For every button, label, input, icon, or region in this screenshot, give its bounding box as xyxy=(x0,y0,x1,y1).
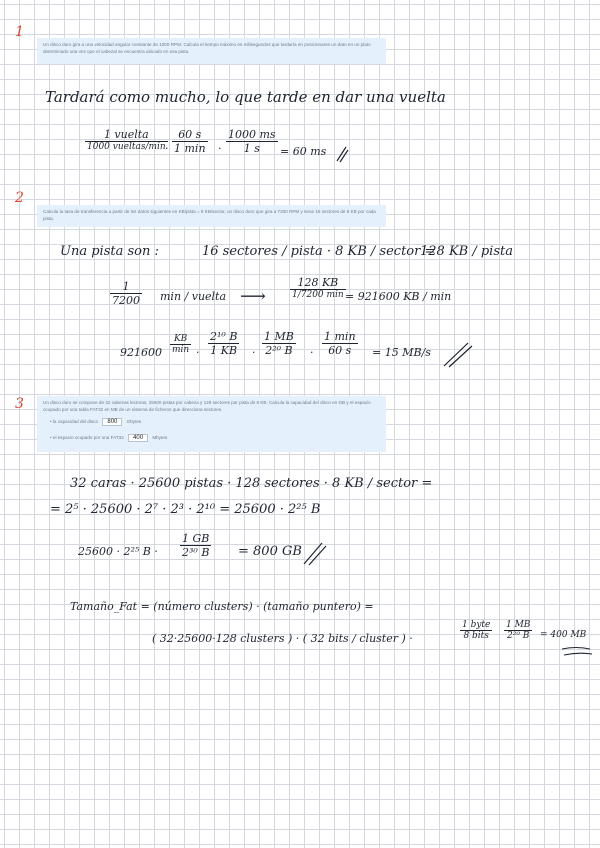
problem-2-line-1-mid: 16 sectores / pista · 8 KB / sector = xyxy=(202,244,436,259)
problem-1-statement-text: Un disco duro gira a una velocidad angular constante de 1000 RPM. Calcula el tiempo máximo en milisegundos que tardaría en posicionarse un dato en un plato determinado una vez que el cabezal se encuentra ubicado en esa pista. xyxy=(43,42,371,54)
fraction-denominator: 1 min xyxy=(174,142,206,155)
fraction-denominator: 1 s xyxy=(243,142,260,155)
problem-2-fraction-b xyxy=(290,276,346,300)
fraction-denominator: 1/7200 min xyxy=(292,290,344,300)
fraction-numerator: 2¹⁰ B xyxy=(210,330,238,343)
problem-2-statement-text: Calcula la tasa de transferencia a partir de los datos siguientes en KB/pista = 8 KB/sector, un disco duro que gira a 7200 RPM y tiene 16 sectores de 8 KB por cada pista. xyxy=(43,209,376,221)
bullet-label: • el espacio ocupado por una FAT32 xyxy=(50,435,124,441)
problem-3-line-2: = 2⁵ · 25600 · 2⁷ · 2³ · 2¹⁰ = 25600 · 2²⁵ B xyxy=(50,502,321,517)
problem-2-fraction-3c xyxy=(262,330,296,357)
problem-2-line-3-value: 921600 xyxy=(120,346,162,359)
problem-3-fraction-mb xyxy=(504,620,532,641)
fraction-denominator: 1 KB xyxy=(210,344,238,357)
problem-2-line-1-right: 128 KB / pista xyxy=(420,244,513,259)
problem-1-statement xyxy=(37,38,386,64)
bullet-unit: Gbytes xyxy=(126,419,142,425)
problem-1-answer-text: Tardará como mucho, lo que tarde en dar una vuelta xyxy=(45,88,446,106)
dot-operator: · xyxy=(218,142,222,155)
problem-1-result: = 60 ms xyxy=(280,145,327,158)
problem-2-unit: min / vuelta xyxy=(160,290,227,303)
dot-operator: · xyxy=(252,346,256,359)
problem-3-statement-text: Un disco duro se compone de 32 cabezas lectoras, 25600 pistas por cabeza y 128 sectores por pista de 8 KB. Calcula la capacidad del disco en GB y el espacio ocupado por una tabla FAT32 en MB de un sistema de ficheros que direcciona sectores. xyxy=(43,400,371,412)
problem-3-line-3-left: 25600 · 2²⁵ B · xyxy=(78,545,158,558)
dot-operator: · xyxy=(165,142,169,155)
fraction-numerator: 60 s xyxy=(172,128,208,142)
problem-2-line-3-result: = 15 MB/s xyxy=(372,346,431,359)
fraction-numerator: 1000 ms xyxy=(228,128,276,141)
fraction-numerator: 1 byte xyxy=(462,620,491,630)
problem-3-fraction-bytes xyxy=(460,620,492,641)
fraction-denominator: 2²⁰ B xyxy=(507,631,530,641)
fat32-size-input[interactable]: 400 xyxy=(128,434,148,442)
dot-operator: · xyxy=(310,346,314,359)
double-slash-mark-icon xyxy=(335,145,349,163)
fraction-denominator: 2³⁰ B xyxy=(182,546,210,559)
problem-3-line-5-result: = 400 MB xyxy=(540,630,587,640)
fraction-denominator: min xyxy=(172,345,190,355)
problem-3-fraction-gb xyxy=(180,532,211,559)
bullet-unit: Mbytes xyxy=(152,435,168,441)
bullet-label: • la capacidad del disco xyxy=(50,419,99,425)
problem-2-line-1-left: Una pista son : xyxy=(60,244,159,259)
fraction-numerator: 1 min xyxy=(324,330,356,343)
problem-2-fraction-3a xyxy=(170,334,191,355)
fraction-denominator: 7200 xyxy=(112,294,140,307)
problem-2-fraction-3d xyxy=(322,330,358,357)
problem-1-fraction-3 xyxy=(226,128,278,155)
problem-2-line-2-result: = 921600 KB / min xyxy=(345,290,452,303)
problem-number-3: 3 xyxy=(15,396,24,412)
problem-3-line-1: 32 caras · 25600 pistas · 128 sectores · 8 KB / sector = xyxy=(70,476,433,491)
problem-1-fraction-2 xyxy=(172,128,208,155)
fraction-numerator: KB xyxy=(170,334,191,345)
fraction-numerator: 1 xyxy=(110,280,142,294)
double-underline-mark-icon xyxy=(560,645,594,659)
problem-3-bullet-2 xyxy=(50,434,167,442)
double-slash-mark-icon xyxy=(442,340,474,368)
disk-capacity-input[interactable]: 800 xyxy=(102,418,122,426)
fraction-denominator: 2²⁰ B xyxy=(265,344,293,357)
fraction-numerator: 1 MB xyxy=(506,620,531,630)
problem-3-line-5: ( 32·25600·128 clusters ) · ( 32 bits / cluster ) · xyxy=(152,632,413,645)
problem-3-bullet-1 xyxy=(50,418,141,426)
problem-2-fraction-3b xyxy=(208,330,239,357)
arrow-right-icon: ⟶ xyxy=(240,286,266,307)
fraction-numerator: 1 vuelta xyxy=(85,128,168,142)
fraction-numerator: 1 GB xyxy=(180,532,211,546)
problem-3-line-3-result: = 800 GB xyxy=(238,544,302,559)
fraction-denominator: 1000 vueltas/min xyxy=(87,142,166,152)
double-slash-mark-icon xyxy=(302,540,328,566)
dot-operator: · xyxy=(196,346,200,359)
problem-1-fraction-1 xyxy=(85,128,168,152)
problem-number-1: 1 xyxy=(15,24,24,40)
problem-3-line-4: Tamaño_Fat = (número clusters) · (tamaño puntero) = xyxy=(70,600,374,613)
fraction-numerator: 128 KB xyxy=(290,276,346,290)
fraction-denominator: 8 bits xyxy=(463,631,489,641)
problem-2-statement xyxy=(37,205,386,227)
problem-number-2: 2 xyxy=(15,190,24,206)
problem-2-fraction-a xyxy=(110,280,142,307)
fraction-numerator: 1 MB xyxy=(264,330,294,343)
fraction-denominator: 60 s xyxy=(328,344,352,357)
